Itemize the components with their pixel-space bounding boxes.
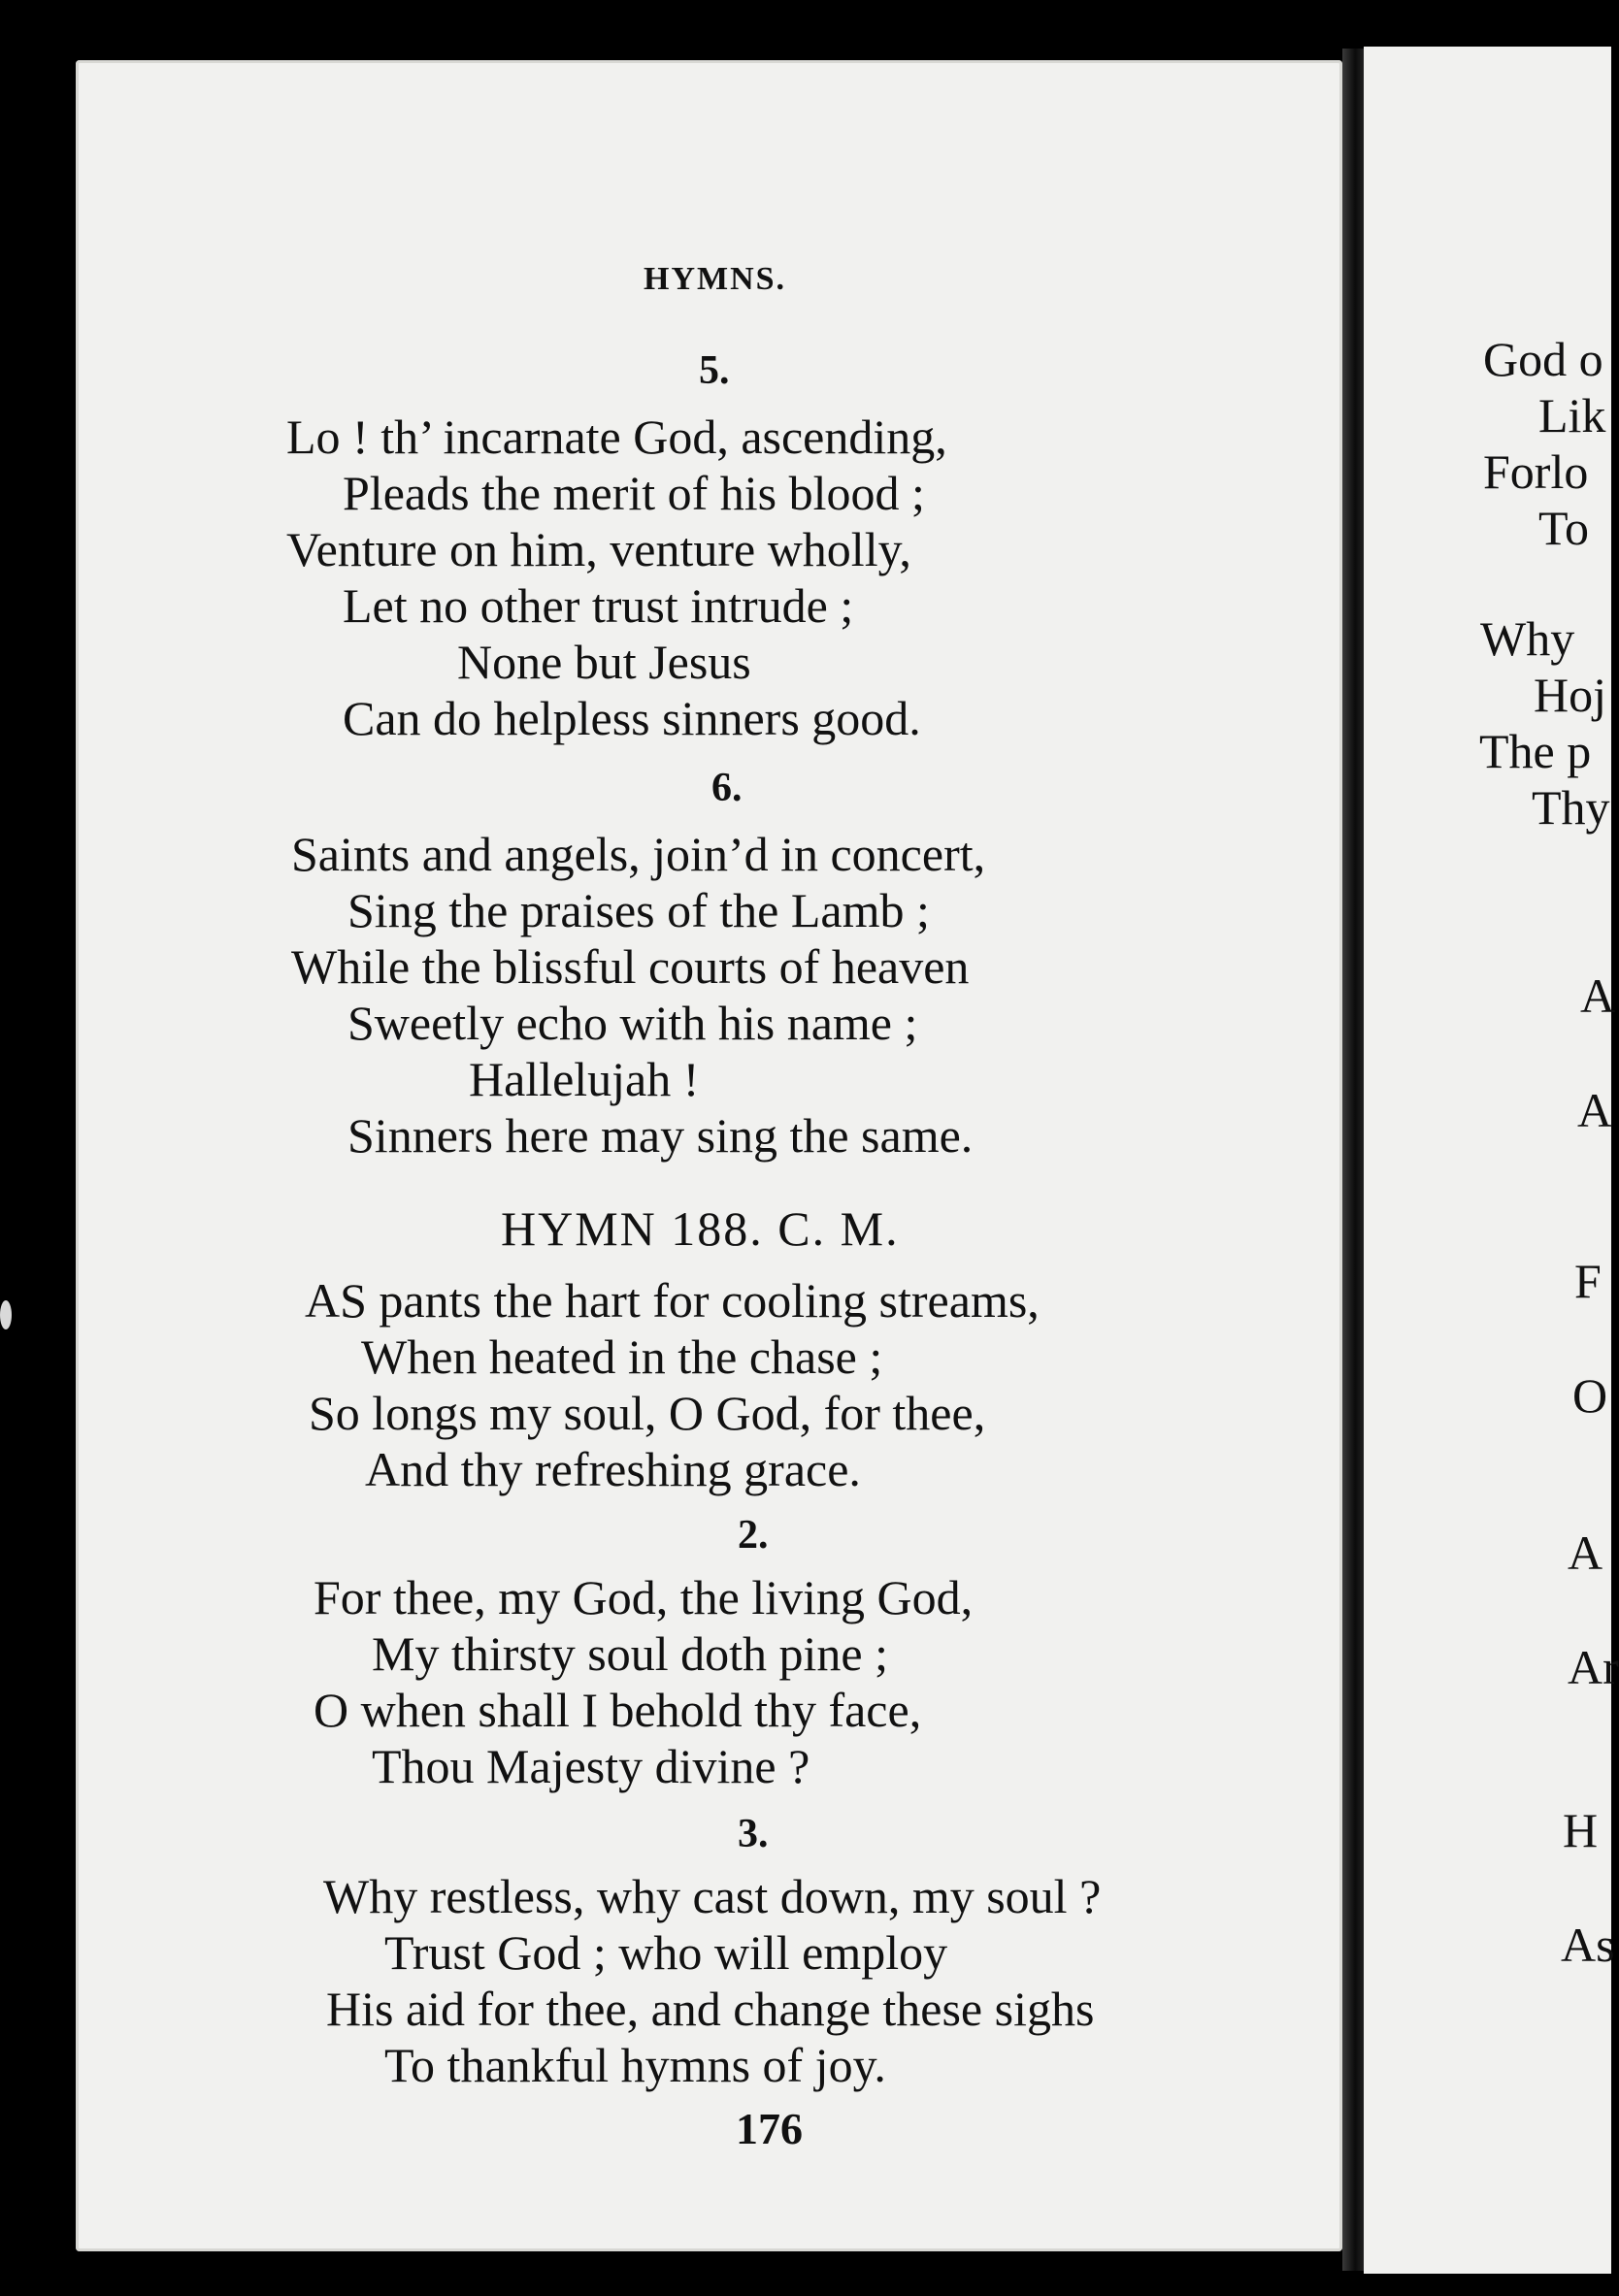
right-page-fragment: Lik bbox=[1538, 388, 1606, 443]
verse-line: Trust God ; who will employ bbox=[384, 1925, 948, 1980]
verse-line: Can do helpless sinners good. bbox=[343, 691, 921, 745]
right-page-fragment: The p bbox=[1479, 724, 1592, 778]
verse-line: Sweetly echo with his name ; bbox=[347, 996, 918, 1050]
right-page-fragment: O bbox=[1572, 1368, 1608, 1423]
verse-line: My thirsty soul doth pine ; bbox=[372, 1626, 888, 1681]
right-page-fragment: Forlo bbox=[1483, 444, 1589, 499]
left-page-text bbox=[76, 60, 1342, 2251]
hymn-title: HYMN 188. C. M. bbox=[501, 1201, 900, 1256]
right-page-fragment: To bbox=[1538, 501, 1590, 555]
verse-number: 3. bbox=[738, 1812, 769, 1856]
verse-line: Let no other trust intrude ; bbox=[343, 578, 854, 633]
verse-line: Lo ! th’ incarnate God, ascending, bbox=[286, 410, 947, 464]
verse-line: For thee, my God, the living God, bbox=[314, 1570, 974, 1624]
verse-line: Sinners here may sing the same. bbox=[347, 1108, 974, 1163]
verse-line: Saints and angels, join’d in concert, bbox=[291, 827, 986, 881]
right-page-fragment: Hoj bbox=[1534, 668, 1606, 722]
page-number: 176 bbox=[736, 2104, 803, 2153]
right-page-fragment: God o bbox=[1483, 332, 1603, 386]
verse-line: And thy refreshing grace. bbox=[365, 1442, 861, 1496]
verse-line: O when shall I behold thy face, bbox=[314, 1683, 922, 1737]
verse-line: Venture on him, venture wholly, bbox=[286, 522, 911, 576]
verse-line: Why restless, why cast down, my soul ? bbox=[323, 1869, 1102, 1923]
book-gutter bbox=[1342, 49, 1364, 2271]
verse-line: AS pants the hart for cooling streams, bbox=[305, 1273, 1040, 1328]
verse-line: When heated in the chase ; bbox=[361, 1329, 883, 1384]
verse-number: 2. bbox=[738, 1513, 769, 1558]
running-header: HYMNS. bbox=[644, 261, 787, 297]
right-page-fragment: H bbox=[1563, 1803, 1599, 1857]
right-page-fragment: Ar bbox=[1568, 1640, 1619, 1694]
right-page-fragment: A bbox=[1568, 1525, 1603, 1580]
verse-line: While the blissful courts of heaven bbox=[291, 939, 970, 994]
right-page-fragment: A bbox=[1577, 1083, 1613, 1137]
verse-line: To thankful hymns of joy. bbox=[384, 2038, 886, 2092]
right-page-fragment: As bbox=[1561, 1918, 1615, 1972]
scan-edge-mark bbox=[0, 1300, 12, 1329]
right-page-fragment: Why bbox=[1480, 611, 1575, 666]
verse-number: 5. bbox=[699, 348, 730, 393]
right-page-fragment: F bbox=[1574, 1254, 1602, 1308]
verse-line: Hallelujah ! bbox=[469, 1052, 700, 1106]
right-page-fragment: Thy bbox=[1532, 780, 1610, 835]
verse-line: Sing the praises of the Lamb ; bbox=[347, 883, 930, 937]
verse-line: Thou Majesty divine ? bbox=[372, 1739, 810, 1793]
verse-line: His aid for thee, and change these sighs bbox=[326, 1982, 1095, 2036]
verse-line: None but Jesus bbox=[457, 635, 751, 689]
verse-line: So longs my soul, O God, for thee, bbox=[309, 1386, 986, 1440]
verse-number: 6. bbox=[711, 766, 743, 810]
right-page-fragment: A bbox=[1580, 968, 1616, 1023]
verse-line: Pleads the merit of his blood ; bbox=[343, 466, 925, 520]
